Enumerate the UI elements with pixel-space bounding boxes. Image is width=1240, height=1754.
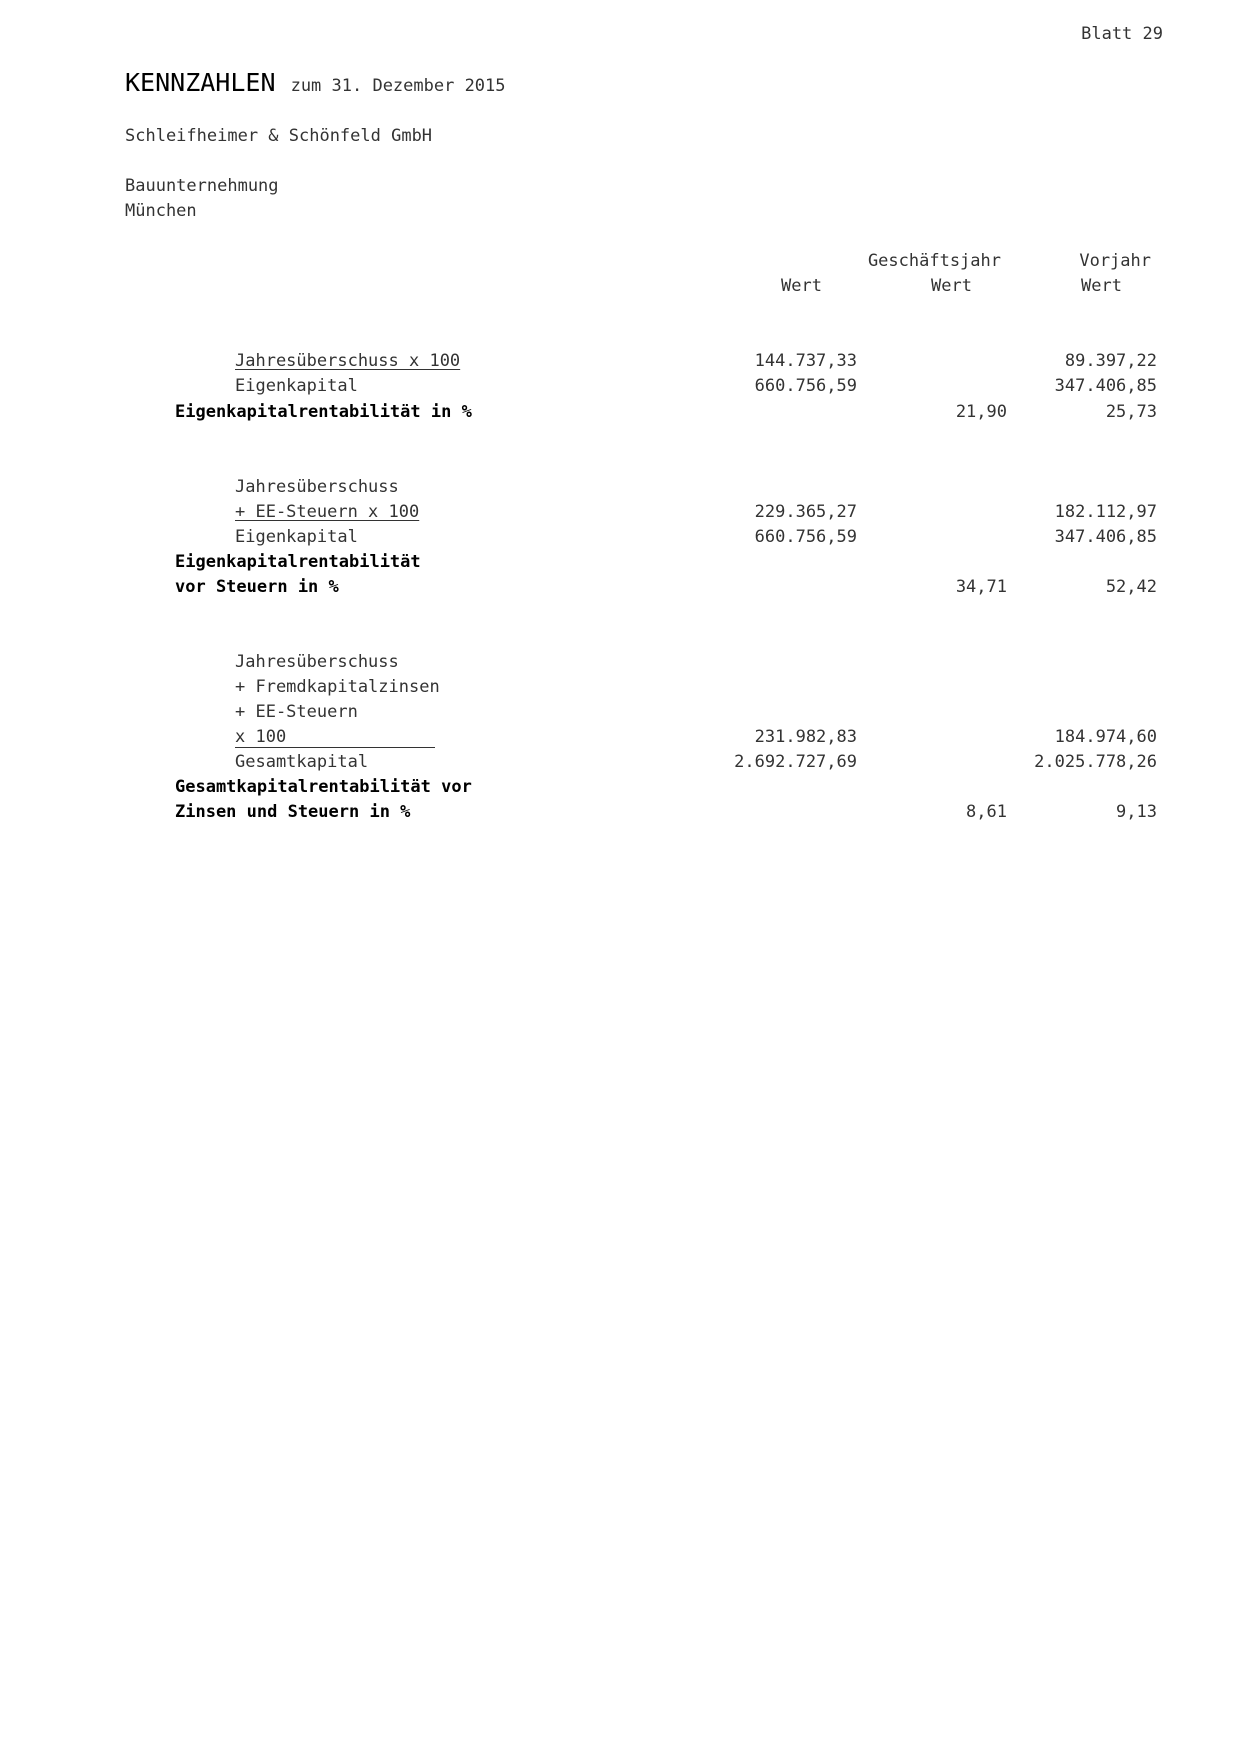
line-prior-value: 184.974,60 <box>1054 727 1157 747</box>
line-prior-value: 347.406,85 <box>1054 376 1157 396</box>
company-city: München <box>125 201 197 221</box>
line-value: 229.365,27 <box>754 502 857 522</box>
title-date: zum 31. Dezember 2015 <box>290 76 506 96</box>
line-label: + Fremdkapitalzinsen <box>235 677 440 697</box>
ratio-label: Eigenkapitalrentabilität <box>175 552 421 572</box>
header-value-1: Wert <box>781 276 822 296</box>
company-business: Bauunternehmung <box>125 176 279 196</box>
line-prior-value: 347.406,85 <box>1054 527 1157 547</box>
ratio-current-value: 21,90 <box>955 402 1007 422</box>
header-current-year: Geschäftsjahr <box>867 251 1001 271</box>
line-value: 2.692.727,69 <box>734 752 857 772</box>
ratio-current-value: 34,71 <box>955 577 1007 597</box>
ratio-label: Gesamtkapitalrentabilität vor <box>175 777 472 797</box>
line-label: x 100 <box>235 727 287 747</box>
line-label: Eigenkapital <box>235 376 358 396</box>
line-value: 144.737,33 <box>754 351 857 371</box>
line-label: Jahresüberschuss <box>235 652 399 672</box>
company-name: Schleifheimer & Schönfeld GmbH <box>125 126 433 146</box>
ratio-prior-value: 52,42 <box>1105 577 1157 597</box>
fraction-underline <box>235 747 435 748</box>
header-value-3: Wert <box>1081 276 1122 296</box>
line-value: 660.756,59 <box>754 376 857 396</box>
ratio-prior-value: 25,73 <box>1105 402 1157 422</box>
ratio-label: Eigenkapitalrentabilität in % <box>175 402 472 422</box>
line-label: Eigenkapital <box>235 527 358 547</box>
header-prior-year: Vorjahr <box>1079 251 1151 271</box>
line-prior-value: 89.397,22 <box>1064 351 1157 371</box>
line-label: Gesamtkapital <box>235 752 369 772</box>
line-prior-value: 182.112,97 <box>1054 502 1157 522</box>
line-label: + EE-Steuern <box>235 702 358 722</box>
page-title <box>125 68 506 101</box>
title-main: KENNZAHLEN <box>125 68 276 97</box>
sheet-number: Blatt 29 <box>1081 24 1163 44</box>
line-label: Jahresüberschuss <box>235 477 399 497</box>
line-prior-value: 2.025.778,26 <box>1034 752 1157 772</box>
line-label: + EE-Steuern x 100 <box>235 502 420 522</box>
ratio-label-continued: Zinsen und Steuern in % <box>175 802 411 822</box>
header-value-2: Wert <box>931 276 972 296</box>
line-value: 231.982,83 <box>754 727 857 747</box>
ratio-current-value: 8,61 <box>966 802 1007 822</box>
line-value: 660.756,59 <box>754 527 857 547</box>
ratio-label-continued: vor Steuern in % <box>175 577 339 597</box>
line-label: Jahresüberschuss x 100 <box>235 351 461 371</box>
ratio-prior-value: 9,13 <box>1116 802 1157 822</box>
